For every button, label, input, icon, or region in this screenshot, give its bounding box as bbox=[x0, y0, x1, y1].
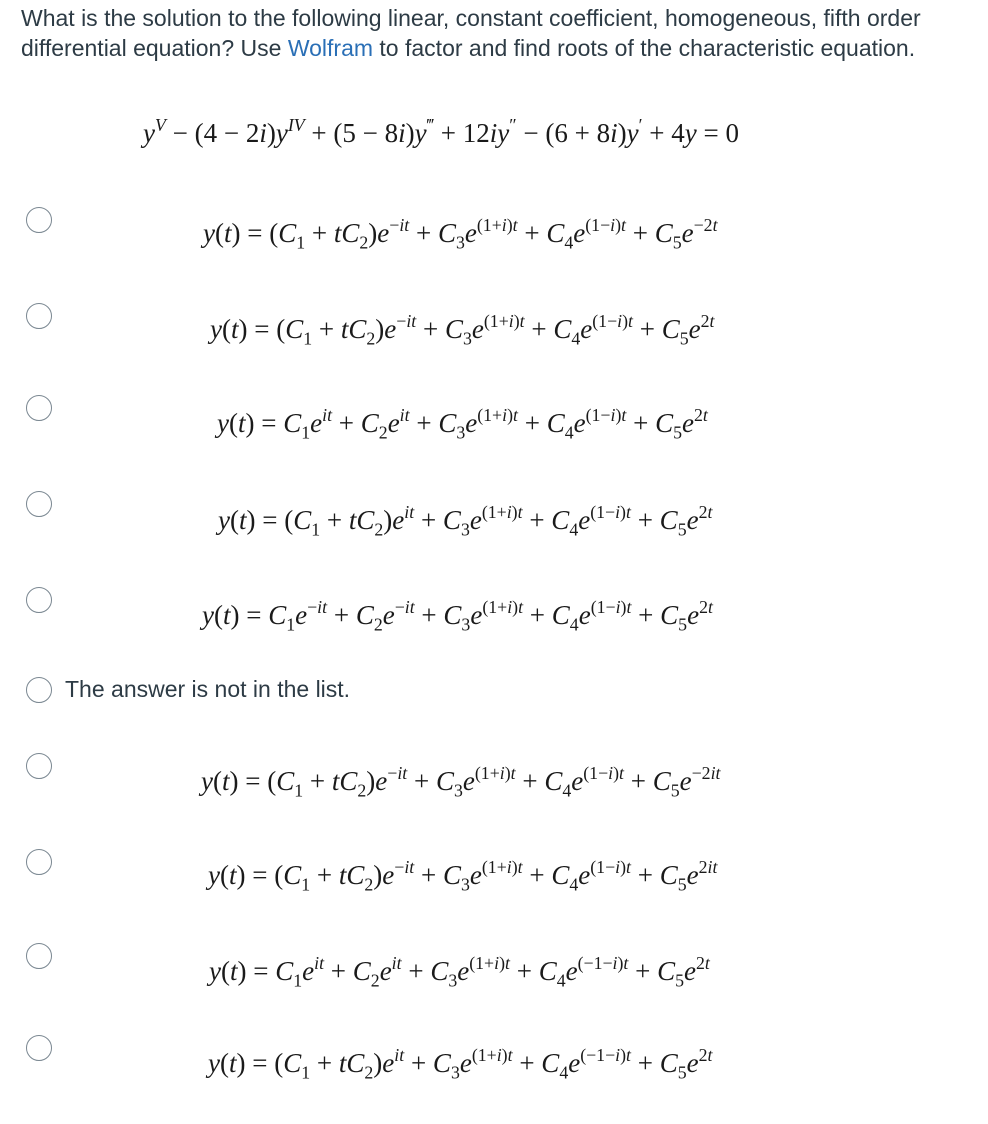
answer-option-2[interactable] bbox=[0, 286, 988, 349]
option-9-formula: $y(t) = C_1e^{it} + C_2e^{it} + C_3e^{(1+i)t} + C_4e^{(-1-i)t} + C_5e^{2t}$ bbox=[209, 953, 710, 991]
answer-option-9[interactable] bbox=[0, 934, 988, 994]
radio-button-1[interactable] bbox=[26, 207, 52, 233]
radio-button-5[interactable] bbox=[26, 587, 52, 613]
answer-option-5[interactable] bbox=[0, 574, 988, 634]
answer-option-8[interactable] bbox=[0, 838, 988, 898]
option-3-formula: $y(t) = C_1e^{it} + C_2e^{it} + C_3e^{(1+i)t} + C_4e^{(1-i)t} + C_5e^{2t}$ bbox=[217, 405, 708, 443]
radio-button-7[interactable] bbox=[26, 753, 52, 779]
differential-equation: $y^V - (4 - 2i)y^{IV} + (5 - 8i)y^‴ + 12iy'' - (6 + 8i)y' + 4y = 0$ bbox=[143, 115, 739, 148]
option-8-formula: $y(t) = (C_1 + tC_2)e^{-it} + C_3e^{(1+i)t} + C_4e^{(1-i)t} + C_5e^{2it}$ bbox=[208, 857, 718, 895]
answer-option-4[interactable] bbox=[0, 478, 988, 538]
option-1-formula: $y(t) = (C_1 + tC_2)e^{-it} + C_3e^{(1+i)t} + C_4e^{(1-i)t} + C_5e^{-2t}$ bbox=[203, 215, 718, 253]
radio-button-4[interactable] bbox=[26, 491, 52, 517]
wolfram-link[interactable]: Wolfram bbox=[287, 35, 374, 61]
radio-button-8[interactable] bbox=[26, 849, 52, 875]
option-10-formula: $y(t) = (C_1 + tC_2)e^{it} + C_3e^{(1+i)t} + C_4e^{(-1-i)t} + C_5e^{2t}$ bbox=[208, 1045, 713, 1083]
radio-button-10[interactable] bbox=[26, 1035, 52, 1061]
answer-option-10[interactable] bbox=[0, 1030, 988, 1090]
radio-button-3[interactable] bbox=[26, 395, 52, 421]
answer-option-7[interactable] bbox=[0, 742, 988, 802]
radio-button-6[interactable] bbox=[26, 677, 52, 703]
answer-option-1[interactable] bbox=[0, 190, 988, 253]
radio-button-9[interactable] bbox=[26, 943, 52, 969]
question-text bbox=[21, 3, 981, 63]
option-4-formula: $y(t) = (C_1 + tC_2)e^{it} + C_3e^{(1+i)t} + C_4e^{(1-i)t} + C_5e^{2t}$ bbox=[218, 502, 713, 540]
option-5-formula: $y(t) = C_1e^{-it} + C_2e^{-it} + C_3e^{(1+i)t} + C_4e^{(1-i)t} + C_5e^{2t}$ bbox=[202, 597, 713, 635]
question-text-part1: What is the solution to the following linear, constant coefficient, homogeneous, fifth order differential equation? Use bbox=[21, 5, 921, 61]
option-6-label: The answer is not in the list. bbox=[65, 676, 351, 702]
option-7-formula: $y(t) = (C_1 + tC_2)e^{-it} + C_3e^{(1+i)t} + C_4e^{(1-i)t} + C_5e^{-2it}$ bbox=[201, 763, 721, 801]
option-2-formula: $y(t) = (C_1 + tC_2)e^{-it} + C_3e^{(1+i)t} + C_4e^{(1-i)t} + C_5e^{2t}$ bbox=[210, 311, 715, 349]
answer-option-6[interactable] bbox=[0, 668, 988, 728]
answer-option-3[interactable] bbox=[0, 382, 988, 442]
question-text-part2: to factor and find roots of the characteristic equation. bbox=[373, 35, 916, 61]
radio-button-2[interactable] bbox=[26, 303, 52, 329]
